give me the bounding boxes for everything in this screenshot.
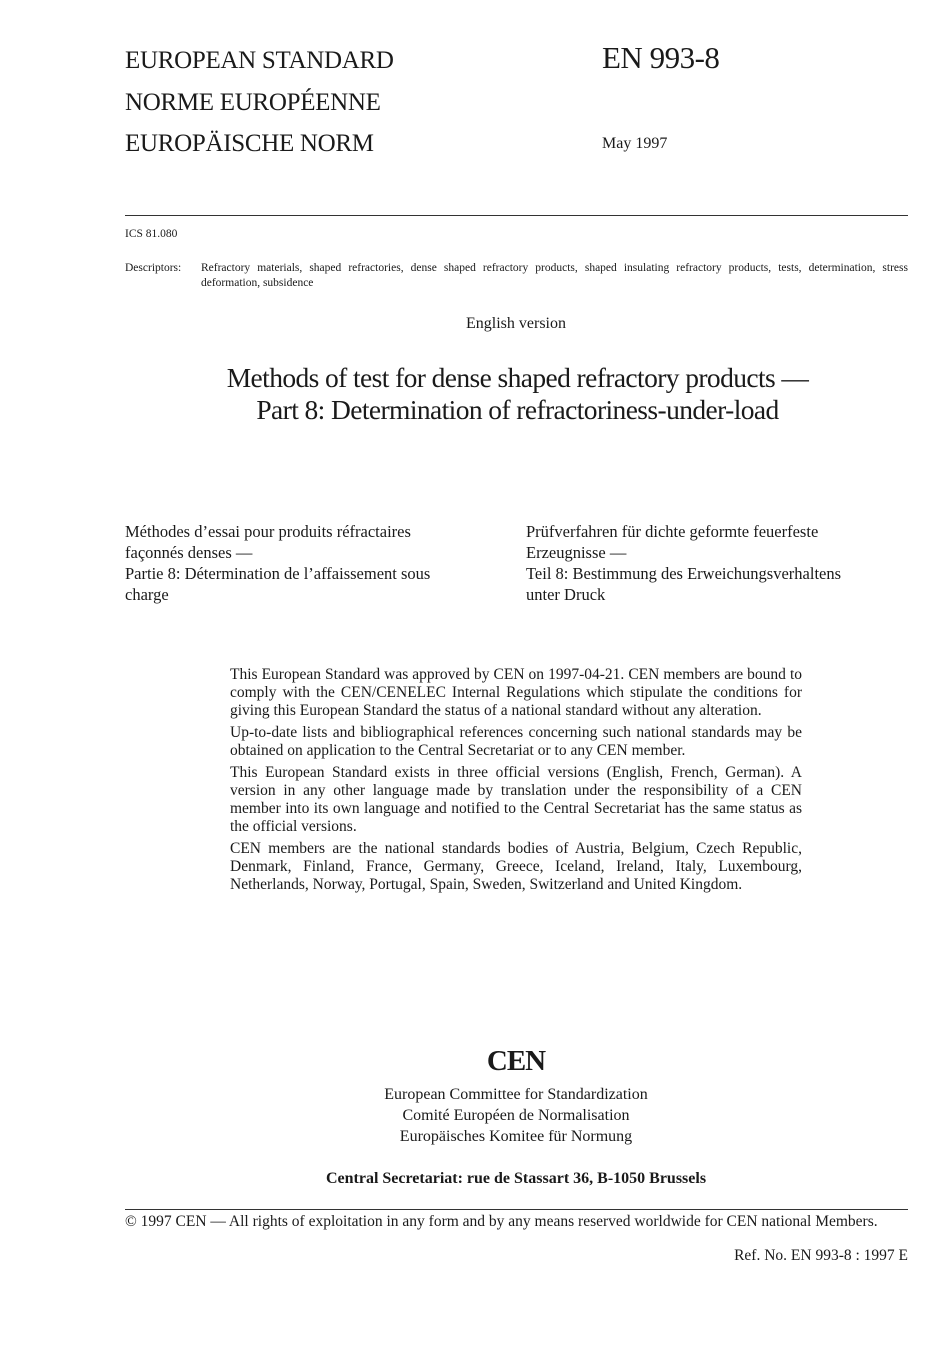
title-english: EUROPEAN STANDARD: [125, 47, 394, 74]
french-title-line: façonnés denses —: [125, 543, 253, 562]
copyright-notice: © 1997 CEN — All rights of exploitation in any form and by any means reserved worldwide for CEN national Members.: [125, 1213, 878, 1230]
reference-number: Ref. No. EN 993-8 : 1997 E: [734, 1247, 908, 1264]
central-secretariat-address: Central Secretariat: rue de Stassart 36, B-1050 Brussels: [325, 1170, 707, 1187]
top-divider: [125, 215, 908, 216]
german-title-line: unter Druck: [526, 585, 606, 604]
descriptors: [125, 261, 908, 290]
german-title-line: Prüfverfahren für dichte geformte feuerfeste: [526, 522, 819, 541]
cen-name-german: Europäisches Komitee für Normung: [399, 1128, 633, 1145]
ics-code: ICS 81.080: [125, 228, 178, 240]
french-title-line: Méthodes d’essai pour produits réfractaires: [125, 522, 411, 541]
references-paragraph: Up-to-date lists and bibliographical references concerning such national standards may be obtained on application to the Central Secretariat or to any CEN member.: [230, 724, 802, 759]
publication-date: May 1997: [602, 135, 668, 152]
title-french: NORME EUROPÉENNE: [125, 89, 381, 116]
german-title-line: Erzeugnisse —: [526, 543, 627, 562]
cen-name-french: Comité Européen de Normalisation: [402, 1107, 630, 1124]
approval-paragraph: This European Standard was approved by CEN on 1997-04-21. CEN members are bound to comply with the CEN/CENELEC Internal Regulations which stipulate the conditions for giving this European Standard the status of a national standard without any alteration.: [230, 666, 802, 719]
german-title-line: Teil 8: Bestimmung des Erweichungsverhaltens: [526, 564, 842, 583]
members-paragraph: CEN members are the national standards bodies of Austria, Belgium, Czech Republic, Denmark, Finland, France, Germany, Greece, Iceland, Ireland, Italy, Luxembourg, Netherlands, Norway, Portugal, Spain, Sweden, Switzerland and United Kingdom.: [230, 840, 802, 893]
descriptors-label: Descriptors:: [125, 262, 182, 274]
bottom-divider: [125, 1209, 908, 1210]
document-title-line-1: Methods of test for dense shaped refractory products —: [226, 362, 809, 393]
french-title: [125, 521, 485, 605]
descriptors-text: Refractory materials, shaped refractories, dense shaped refractory products, shaped insulating refractory products, tests, determination, stress deformation, subsidence: [201, 262, 908, 289]
approval-statement: [230, 666, 802, 898]
language-version: English version: [466, 315, 566, 332]
cen-name-english: European Committee for Standardization: [384, 1086, 648, 1103]
french-title-line: charge: [125, 585, 169, 604]
versions-paragraph: This European Standard exists in three official versions (English, French, German). A version in any other language made by translation under the responsibility of a CEN member into its own language and notified to the Central Secretariat has the same status as the official versions.: [230, 764, 802, 835]
document-title-line-2: Part 8: Determination of refractoriness-under-load: [256, 394, 779, 425]
cen-block: [0, 1047, 950, 1147]
standard-number: EN 993-8: [602, 40, 720, 75]
cen-logo: CEN: [486, 1045, 546, 1077]
title-german: EUROPÄISCHE NORM: [125, 130, 374, 157]
french-title-line: Partie 8: Détermination de l’affaissement sous: [125, 564, 431, 583]
german-title: [526, 521, 886, 605]
document-title: [120, 362, 915, 426]
